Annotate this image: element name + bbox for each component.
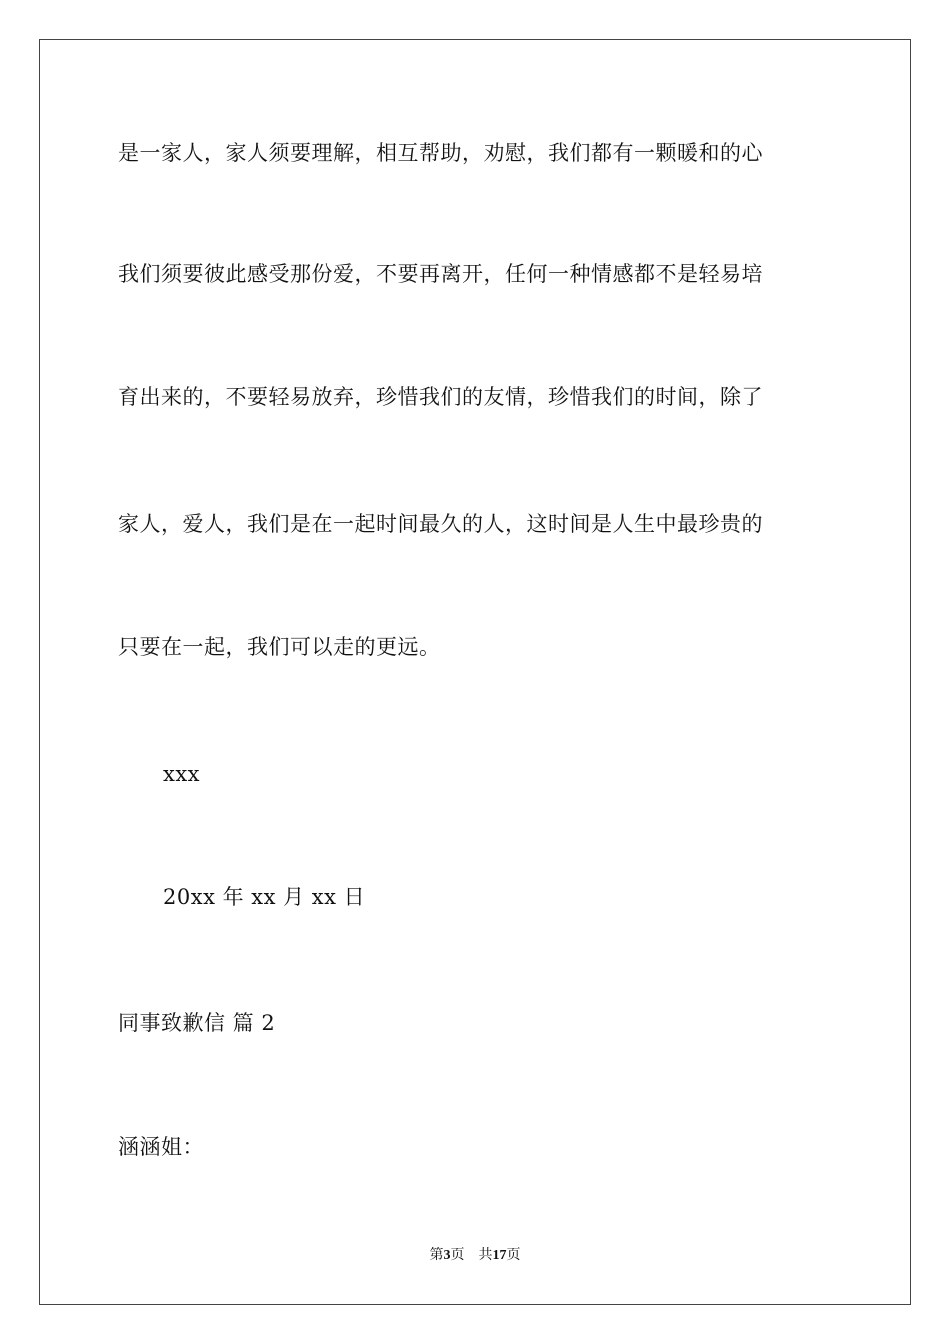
footer-total-suffix: 页 <box>506 1248 521 1263</box>
footer-total-pages: 17 <box>492 1248 507 1263</box>
footer-page-suffix: 页 <box>450 1248 465 1263</box>
section-title: 同事致歉信 篇 2 <box>118 1011 276 1035</box>
body-line-5: 只要在一起，我们可以走的更远。 <box>118 635 441 659</box>
footer-page-prefix: 第 <box>429 1248 444 1263</box>
letter-date: 20xx 年 xx 月 xx 日 <box>163 885 366 909</box>
footer-page-number: 3 <box>443 1248 451 1263</box>
body-line-3: 育出来的，不要轻易放弃，珍惜我们的友情，珍惜我们的时间，除了 <box>118 385 763 409</box>
page-frame <box>39 39 911 1305</box>
page-footer <box>0 1247 950 1265</box>
footer-total-prefix: 共 <box>478 1248 493 1263</box>
salutation: 涵涵姐： <box>118 1135 204 1159</box>
body-line-2: 我们须要彼此感受那份爱，不要再离开，任何一种情感都不是轻易培 <box>118 262 763 286</box>
body-line-1: 是一家人，家人须要理解，相互帮助，劝慰，我们都有一颗暖和的心 <box>118 141 763 165</box>
body-line-4: 家人，爱人，我们是在一起时间最久的人，这时间是人生中最珍贵的 <box>118 512 763 536</box>
signature: xxx <box>163 762 201 786</box>
